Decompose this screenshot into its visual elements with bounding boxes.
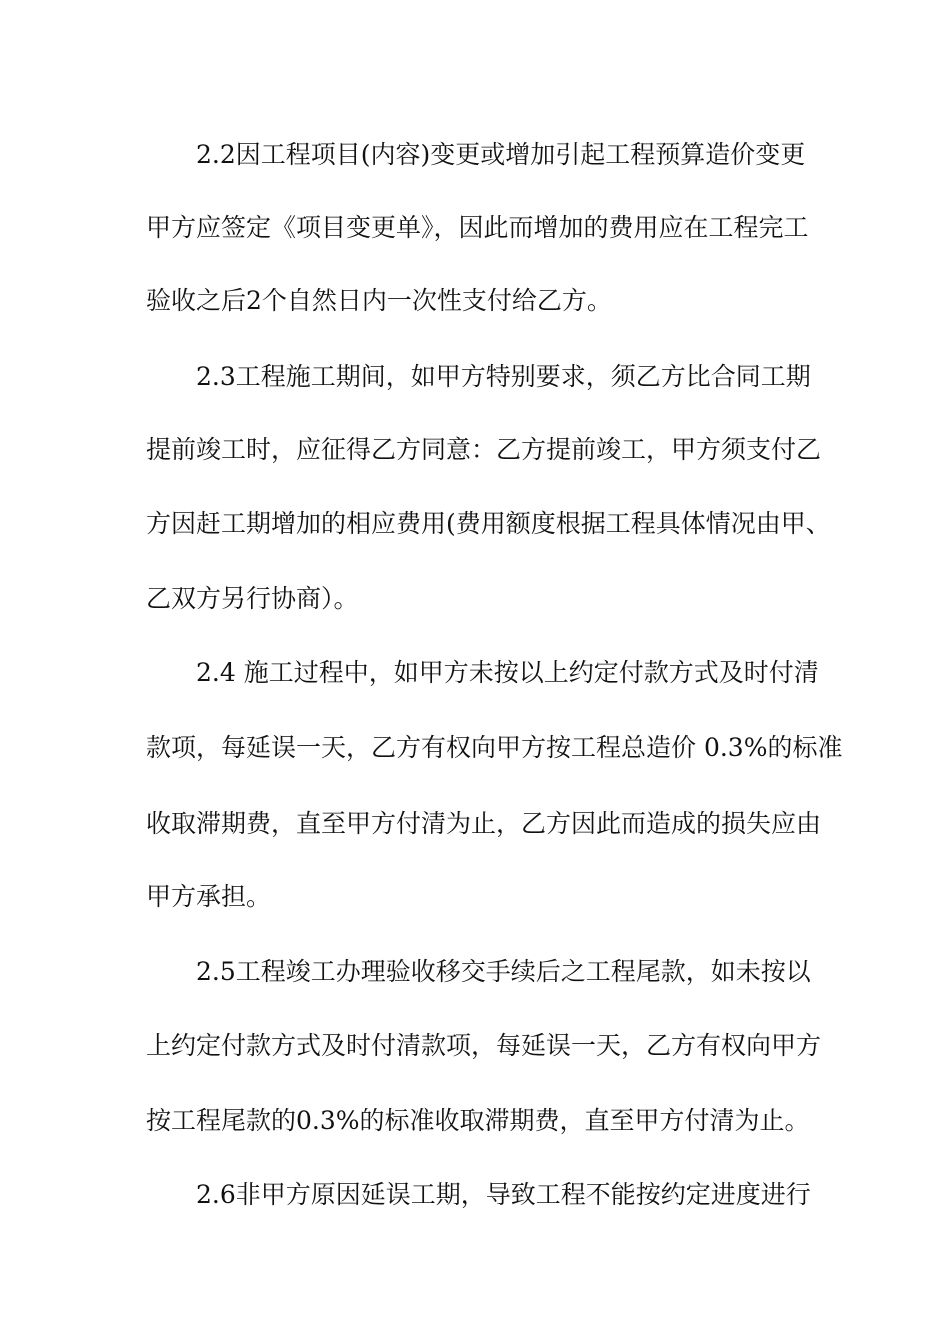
- text-line: 收取滞期费，直至甲方付清为止，乙方因此而造成的损失应由: [146, 809, 822, 838]
- text-line: 2.3工程施工期间，如甲方特别要求，须乙方比合同工期: [146, 362, 811, 391]
- text-line: 乙双方另行协商）。: [146, 584, 359, 613]
- text-line: 2.2因工程项目(内容)变更或增加引起工程预算造价变更: [146, 140, 806, 169]
- text-line: 甲方承担。: [146, 882, 272, 911]
- text-line: 按工程尾款的0.3%的标准收取滞期费，直至甲方付清为止。: [146, 1106, 810, 1135]
- text-line: 2.5工程竣工办理验收移交手续后之工程尾款，如未按以: [146, 957, 811, 986]
- text-line: 甲方应签定《项目变更单》，因此而增加的费用应在工程完工: [146, 213, 809, 242]
- text-line: 方因赶工期增加的相应费用(费用额度根据工程具体情况由甲、: [146, 509, 831, 538]
- text-line: 上约定付款方式及时付清款项，每延误一天，乙方有权向甲方: [146, 1031, 822, 1060]
- text-line: 款项，每延误一天，乙方有权向甲方按工程总造价 0.3%的标准: [146, 733, 843, 762]
- text-line: 2.6非甲方原因延误工期，导致工程不能按约定进度进行: [146, 1180, 811, 1209]
- text-line: 提前竣工时，应征得乙方同意：乙方提前竣工，甲方须支付乙: [146, 435, 822, 464]
- text-line: 2.4 施工过程中，如甲方未按以上约定付款方式及时付清: [146, 658, 819, 687]
- text-line: 验收之后2个自然日内一次性支付给乙方。: [146, 286, 612, 315]
